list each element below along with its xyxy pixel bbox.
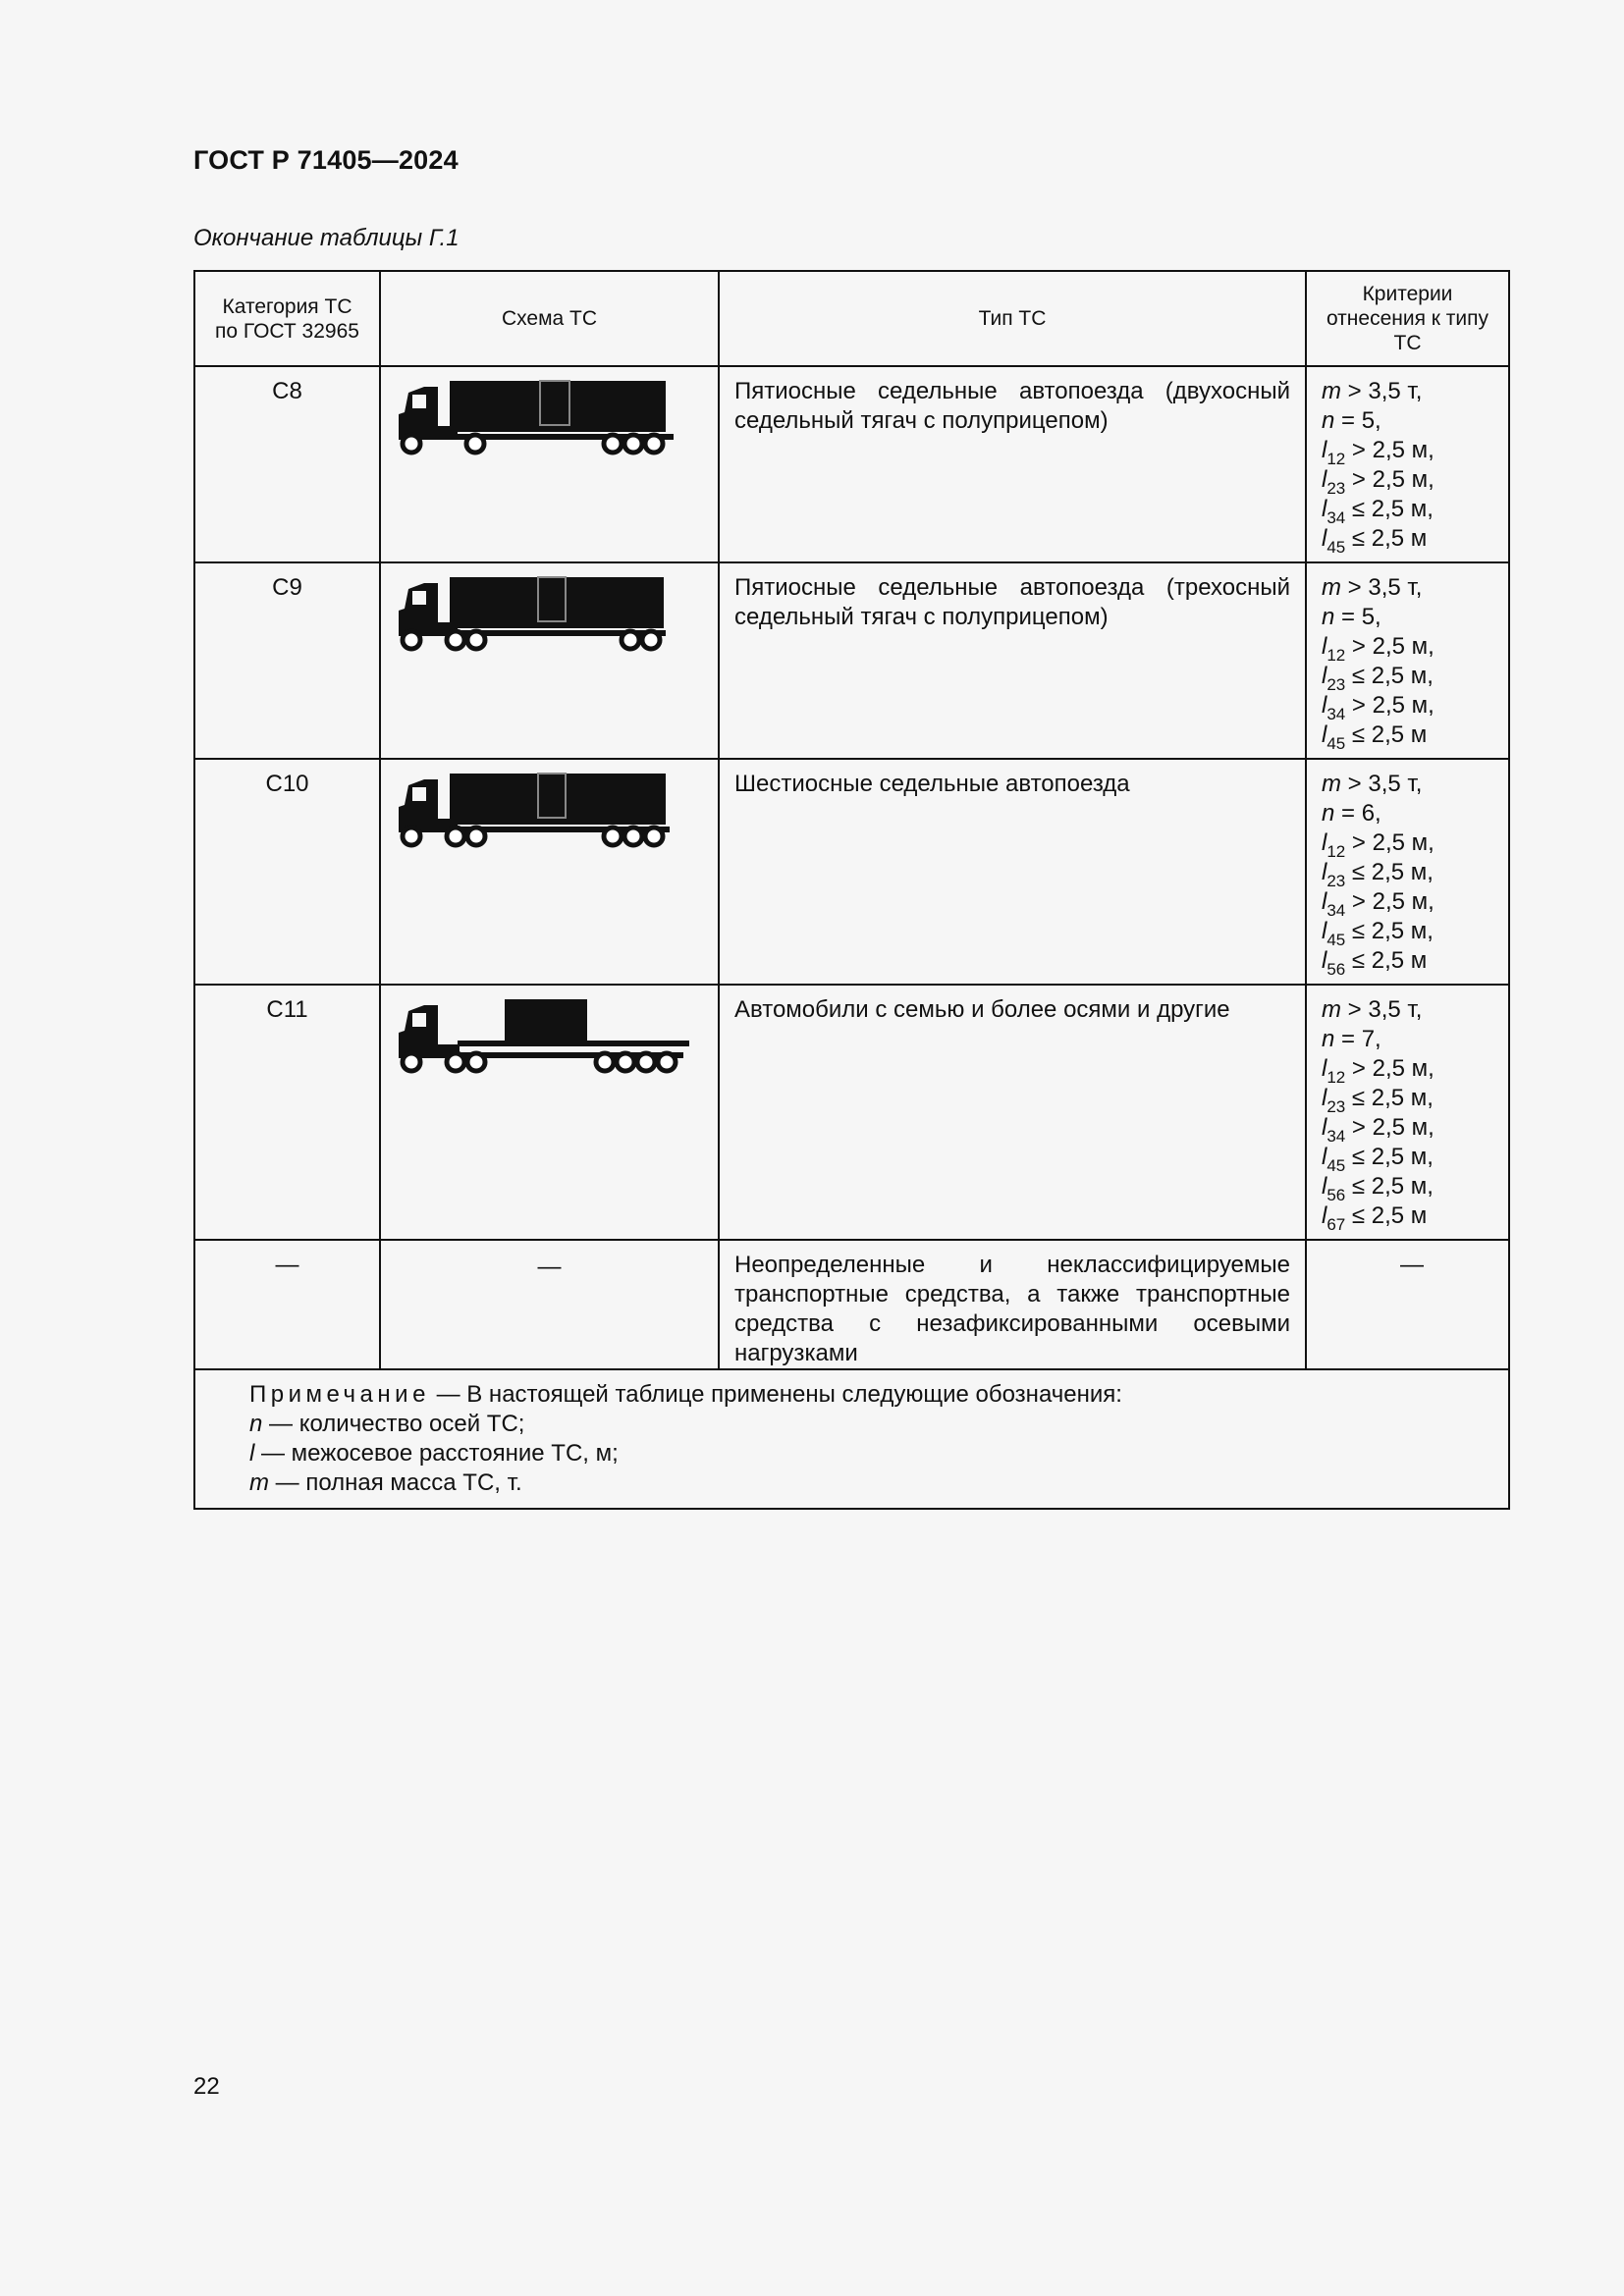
table-row: [194, 366, 1509, 562]
category-cell: —: [194, 1240, 380, 1369]
table-row: [194, 759, 1509, 985]
criterion-line: $l_{56} \le 2,5$ м,: [1322, 1173, 1434, 1204]
criterion-line: $l_{56} \le 2,5$ м: [1322, 947, 1428, 979]
table-note: [194, 1369, 1509, 1509]
criterion-line: $l_{45} \le 2,5$ м: [1322, 721, 1428, 753]
col-header-scheme: Схема ТС: [380, 271, 719, 366]
criterion-line: n = 7,: [1322, 1026, 1381, 1052]
criterion-line: $l_{12} > 2,5$ м,: [1322, 1055, 1435, 1087]
criterion-line: $l_{45} \le 2,5$ м: [1322, 525, 1428, 557]
criterion-line: m > 3,5 т,: [1322, 771, 1423, 797]
vehicle-type-text: Шестиосные седельные автопоезда: [734, 771, 1130, 797]
criterion-line: $l_{34} \le 2,5$ м,: [1322, 496, 1434, 527]
criterion-line: $l_{12} > 2,5$ м,: [1322, 633, 1435, 665]
col-header-category: Категория ТС по ГОСТ 32965: [194, 271, 380, 366]
criterion-line: $l_{23} \le 2,5$ м,: [1322, 663, 1434, 694]
table-row: [194, 1240, 1509, 1369]
document-code: ГОСТ Р 71405—2024: [193, 145, 459, 175]
five-axle-semitrailer-two-axle-tractor-icon: [395, 379, 689, 457]
seven-axle-lowbed-truck-icon: [395, 997, 699, 1076]
note-item: m — полная масса ТС, т.: [249, 1469, 522, 1496]
category-cell: С8: [194, 366, 380, 562]
col-header-criteria: Критерии отнесения к типу ТС: [1306, 271, 1509, 366]
criteria-cell: [1306, 562, 1509, 759]
note-item: l — межосевое расстояние ТС, м;: [249, 1440, 619, 1467]
vehicle-type-text: Автомобили с семью и более осями и другие: [734, 996, 1230, 1023]
criterion-line: $l_{34} > 2,5$ м,: [1322, 1114, 1435, 1146]
criterion-line: $l_{12} > 2,5$ м,: [1322, 437, 1435, 468]
criteria-cell: —: [1306, 1240, 1509, 1369]
vehicle-type-text: Неопределенные и неклассифицируемые транспортные средства, а также транспортные средства с незафиксированными осевыми нагрузками: [734, 1252, 1290, 1366]
vehicle-category-table: [193, 270, 1510, 1510]
criterion-line: $l_{23} \le 2,5$ м,: [1322, 859, 1434, 890]
five-axle-semitrailer-three-axle-tractor-icon: [395, 575, 689, 654]
note-label: Примечание: [249, 1381, 430, 1408]
criterion-line: n = 5,: [1322, 604, 1381, 630]
criteria-cell: [1306, 759, 1509, 985]
criterion-line: $l_{34} > 2,5$ м,: [1322, 888, 1435, 920]
criterion-line: m > 3,5 т,: [1322, 574, 1423, 601]
criterion-line: m > 3,5 т,: [1322, 996, 1423, 1023]
table-row: [194, 985, 1509, 1240]
criterion-line: n = 5,: [1322, 407, 1381, 434]
scheme-cell: —: [380, 1240, 719, 1369]
vehicle-type-text: Пятиосные седельные автопоезда (трехосный седельный тягач с полуприцепом): [734, 574, 1290, 630]
note-item: n — количество осей ТС;: [249, 1411, 525, 1437]
table-note-row: [194, 1369, 1509, 1509]
table-row: [194, 562, 1509, 759]
note-intro: — В настоящей таблице применены следующие обозначения:: [429, 1381, 1122, 1408]
criterion-line: $l_{34} > 2,5$ м,: [1322, 692, 1435, 723]
six-axle-semitrailer-icon: [395, 772, 689, 850]
criterion-line: $l_{45} \le 2,5$ м,: [1322, 1144, 1434, 1175]
category-cell: С11: [194, 985, 380, 1240]
criteria-cell: [1306, 985, 1509, 1240]
criterion-line: $l_{23} \le 2,5$ м,: [1322, 1085, 1434, 1116]
criterion-line: n = 6,: [1322, 800, 1381, 827]
page-number: 22: [193, 2073, 220, 2100]
category-cell: С10: [194, 759, 380, 985]
criterion-line: $l_{67} \le 2,5$ м: [1322, 1202, 1428, 1234]
table-caption: Окончание таблицы Г.1: [193, 225, 460, 251]
criterion-line: m > 3,5 т,: [1322, 378, 1423, 404]
table-header-row: [194, 271, 1509, 366]
criteria-cell: [1306, 366, 1509, 562]
criterion-line: $l_{23} > 2,5$ м,: [1322, 466, 1435, 498]
col-header-type: Тип ТС: [719, 271, 1306, 366]
vehicle-type-text: Пятиосные седельные автопоезда (двухосный седельный тягач с полуприцепом): [734, 378, 1290, 434]
category-cell: С9: [194, 562, 380, 759]
criterion-line: $l_{45} \le 2,5$ м,: [1322, 918, 1434, 949]
criterion-line: $l_{12} > 2,5$ м,: [1322, 829, 1435, 861]
